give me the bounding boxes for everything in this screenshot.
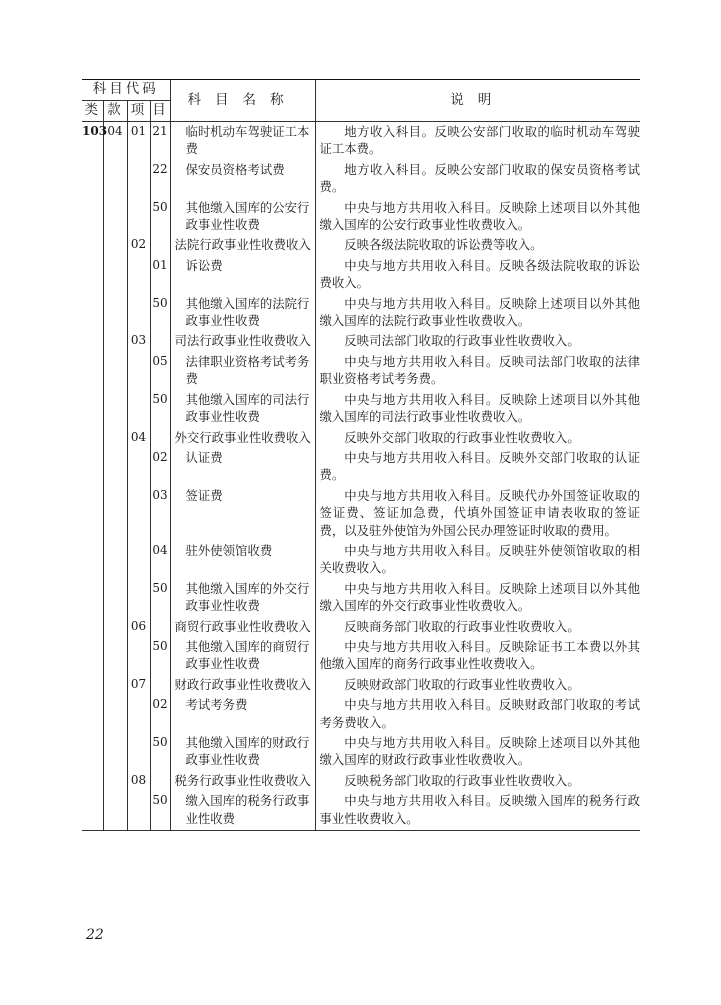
- kuan-code: [103, 256, 127, 294]
- mu-code: 02: [150, 695, 170, 733]
- subject-description: 中央与地方共用收入科目。反映缴入国库的税务行政事业性收费收入。: [315, 791, 640, 830]
- subject-description: 反映商务部门收取的行政事业性收费收入。: [315, 617, 640, 637]
- subject-name: 缴入国库的税务行政事业性收费: [170, 791, 315, 830]
- subject-description: 地方收入科目。反映公安部门收取的临时机动车驾驶证工本费。: [315, 122, 640, 160]
- subject-name: 财政行政事业性收费收入: [170, 675, 315, 695]
- table-row: [82, 331, 640, 351]
- mu-code: 50: [150, 791, 170, 830]
- kuan-code: [103, 331, 127, 351]
- table-row: [82, 235, 640, 255]
- subject-description: 中央与地方共用收入科目。反映代办外国签证收取的签证费、签证加急费，代填外国签证申请表收取的签证费，以及驻外使馆为外国公民办理签证时收取的费用。: [315, 486, 640, 541]
- subject-description: 反映外交部门收取的行政事业性收费收入。: [315, 428, 640, 448]
- mu-code: 50: [150, 579, 170, 617]
- lei-code: [82, 675, 103, 695]
- mu-code: 05: [150, 352, 170, 390]
- table-row: [82, 579, 640, 617]
- table-row: [82, 294, 640, 332]
- subject-name: 商贸行政事业性收费收入: [170, 617, 315, 637]
- mu-code: 50: [150, 390, 170, 428]
- mu-code: 01: [150, 256, 170, 294]
- mu-code: [150, 428, 170, 448]
- mu-code: 21: [150, 122, 170, 160]
- page-number: 22: [86, 927, 104, 943]
- lei-code: [82, 256, 103, 294]
- xiang-code: [127, 294, 150, 332]
- mu-code: 50: [150, 733, 170, 771]
- subject-name: 其他缴入国库的外交行政事业性收费: [170, 579, 315, 617]
- table-row: [82, 428, 640, 448]
- table-row: [82, 352, 640, 390]
- mu-code: [150, 617, 170, 637]
- subject-description: 中央与地方共用收入科目。反映外交部门收取的认证费。: [315, 448, 640, 486]
- subject-description: 地方收入科目。反映公安部门收取的保安员资格考试费。: [315, 160, 640, 198]
- subject-description: 反映司法部门收取的行政事业性收费收入。: [315, 331, 640, 351]
- lei-code: [82, 352, 103, 390]
- lei-code: [82, 617, 103, 637]
- table-row: [82, 617, 640, 637]
- subject-name: 其他缴入国库的法院行政事业性收费: [170, 294, 315, 332]
- table-body: [82, 122, 640, 831]
- subject-name: 法院行政事业性收费收入: [170, 235, 315, 255]
- table-header: [82, 80, 640, 122]
- subject-description: 中央与地方共用收入科目。反映财政部门收取的考试考务费收入。: [315, 695, 640, 733]
- kuan-code: [103, 617, 127, 637]
- kuan-code: [103, 160, 127, 198]
- header-subject-name: 科目名称: [170, 80, 315, 122]
- xiang-code: 03: [127, 331, 150, 351]
- xiang-code: [127, 486, 150, 541]
- table-row: [82, 541, 640, 579]
- header-lei: 类: [82, 101, 103, 122]
- xiang-code: [127, 637, 150, 675]
- table-row: [82, 122, 640, 160]
- kuan-code: [103, 579, 127, 617]
- subject-name: 法律职业资格考试考务费: [170, 352, 315, 390]
- subject-description: 反映税务部门收取的行政事业性收费收入。: [315, 771, 640, 791]
- xiang-code: 01: [127, 122, 150, 160]
- xiang-code: 07: [127, 675, 150, 695]
- subject-name: 驻外使领馆收费: [170, 541, 315, 579]
- kuan-code: [103, 675, 127, 695]
- mu-code: [150, 771, 170, 791]
- subject-name: 考试考务费: [170, 695, 315, 733]
- xiang-code: [127, 198, 150, 236]
- lei-code: [82, 198, 103, 236]
- xiang-code: [127, 256, 150, 294]
- lei-code: [82, 791, 103, 830]
- subject-description: 反映各级法院收取的诉讼费等收入。: [315, 235, 640, 255]
- lei-code: [82, 637, 103, 675]
- table-row: [82, 486, 640, 541]
- kuan-code: [103, 733, 127, 771]
- mu-code: 50: [150, 637, 170, 675]
- lei-code: [82, 235, 103, 255]
- subject-name: 外交行政事业性收费收入: [170, 428, 315, 448]
- subject-name: 其他缴入国库的商贸行政事业性收费: [170, 637, 315, 675]
- subject-description: 中央与地方共用收入科目。反映除上述项目以外其他缴入国库的法院行政事业性收费收入。: [315, 294, 640, 332]
- table-row: [82, 675, 640, 695]
- kuan-code: [103, 390, 127, 428]
- subject-description: 反映财政部门收取的行政事业性收费收入。: [315, 675, 640, 695]
- table-row: [82, 637, 640, 675]
- mu-code: [150, 331, 170, 351]
- xiang-code: [127, 448, 150, 486]
- subject-description: 中央与地方共用收入科目。反映除上述项目以外其他缴入国库的司法行政事业性收费收入。: [315, 390, 640, 428]
- subject-name: 诉讼费: [170, 256, 315, 294]
- lei-code: [82, 733, 103, 771]
- table-row: [82, 791, 640, 830]
- mu-code: [150, 675, 170, 695]
- table-row: [82, 695, 640, 733]
- lei-code: [82, 448, 103, 486]
- table-row: [82, 448, 640, 486]
- kuan-code: [103, 695, 127, 733]
- table-row: [82, 390, 640, 428]
- kuan-code: [103, 771, 127, 791]
- kuan-code: [103, 791, 127, 830]
- kuan-code: [103, 198, 127, 236]
- subject-name: 认证费: [170, 448, 315, 486]
- mu-code: 22: [150, 160, 170, 198]
- subject-name: 司法行政事业性收费收入: [170, 331, 315, 351]
- header-mu: 目: [150, 101, 170, 122]
- subject-name: 签证费: [170, 486, 315, 541]
- kuan-code: [103, 352, 127, 390]
- mu-code: 02: [150, 448, 170, 486]
- subject-description: 中央与地方共用收入科目。反映各级法院收取的诉讼费收入。: [315, 256, 640, 294]
- kuan-code: [103, 235, 127, 255]
- lei-code: 103: [82, 124, 108, 138]
- lei-code: [82, 486, 103, 541]
- lei-code: [82, 160, 103, 198]
- table-row: [82, 198, 640, 236]
- mu-code: 04: [150, 541, 170, 579]
- subject-description: 中央与地方共用收入科目。反映司法部门收取的法律职业资格考试考务费。: [315, 352, 640, 390]
- mu-code: 50: [150, 198, 170, 236]
- subject-name: 保安员资格考试费: [170, 160, 315, 198]
- subject-name: 其他缴入国库的公安行政事业性收费: [170, 198, 315, 236]
- header-description: 说明: [315, 80, 640, 122]
- kuan-code: [103, 448, 127, 486]
- header-subject-code: 科目代码: [82, 80, 170, 101]
- kuan-code: [103, 637, 127, 675]
- lei-code: [82, 579, 103, 617]
- subject-description: 中央与地方共用收入科目。反映驻外使领馆收取的相关收费收入。: [315, 541, 640, 579]
- mu-code: [150, 235, 170, 255]
- budget-table-page: [82, 79, 640, 831]
- xiang-code: [127, 695, 150, 733]
- kuan-code: [103, 294, 127, 332]
- kuan-code: 04: [103, 122, 127, 160]
- xiang-code: [127, 733, 150, 771]
- subject-description: 中央与地方共用收入科目。反映除证书工本费以外其他缴入国库的商务行政事业性收费收入。: [315, 637, 640, 675]
- xiang-code: [127, 352, 150, 390]
- mu-code: 50: [150, 294, 170, 332]
- kuan-code: [103, 486, 127, 541]
- xiang-code: [127, 160, 150, 198]
- xiang-code: [127, 390, 150, 428]
- lei-code: [82, 390, 103, 428]
- subject-name: 税务行政事业性收费收入: [170, 771, 315, 791]
- table-row: [82, 256, 640, 294]
- subject-description: 中央与地方共用收入科目。反映除上述项目以外其他缴入国库的公安行政事业性收费收入。: [315, 198, 640, 236]
- xiang-code: 06: [127, 617, 150, 637]
- subject-name: 其他缴入国库的司法行政事业性收费: [170, 390, 315, 428]
- budget-subject-table: [82, 79, 640, 831]
- subject-name: 临时机动车驾驶证工本费: [170, 122, 315, 160]
- kuan-code: [103, 428, 127, 448]
- lei-code: [82, 695, 103, 733]
- lei-code: [82, 428, 103, 448]
- kuan-code: [103, 541, 127, 579]
- table-row: [82, 733, 640, 771]
- mu-code: 03: [150, 486, 170, 541]
- lei-code: [82, 331, 103, 351]
- lei-code: [82, 771, 103, 791]
- xiang-code: [127, 541, 150, 579]
- header-xiang: 项: [127, 101, 150, 122]
- table-row: [82, 771, 640, 791]
- xiang-code: [127, 579, 150, 617]
- lei-code: [82, 541, 103, 579]
- subject-name: 其他缴入国库的财政行政事业性收费: [170, 733, 315, 771]
- subject-description: 中央与地方共用收入科目。反映除上述项目以外其他缴入国库的财政行政事业性收费收入。: [315, 733, 640, 771]
- xiang-code: 02: [127, 235, 150, 255]
- xiang-code: [127, 791, 150, 830]
- xiang-code: 08: [127, 771, 150, 791]
- header-kuan: 款: [103, 101, 127, 122]
- xiang-code: 04: [127, 428, 150, 448]
- table-row: [82, 160, 640, 198]
- subject-description: 中央与地方共用收入科目。反映除上述项目以外其他缴入国库的外交行政事业性收费收入。: [315, 579, 640, 617]
- lei-code: [82, 294, 103, 332]
